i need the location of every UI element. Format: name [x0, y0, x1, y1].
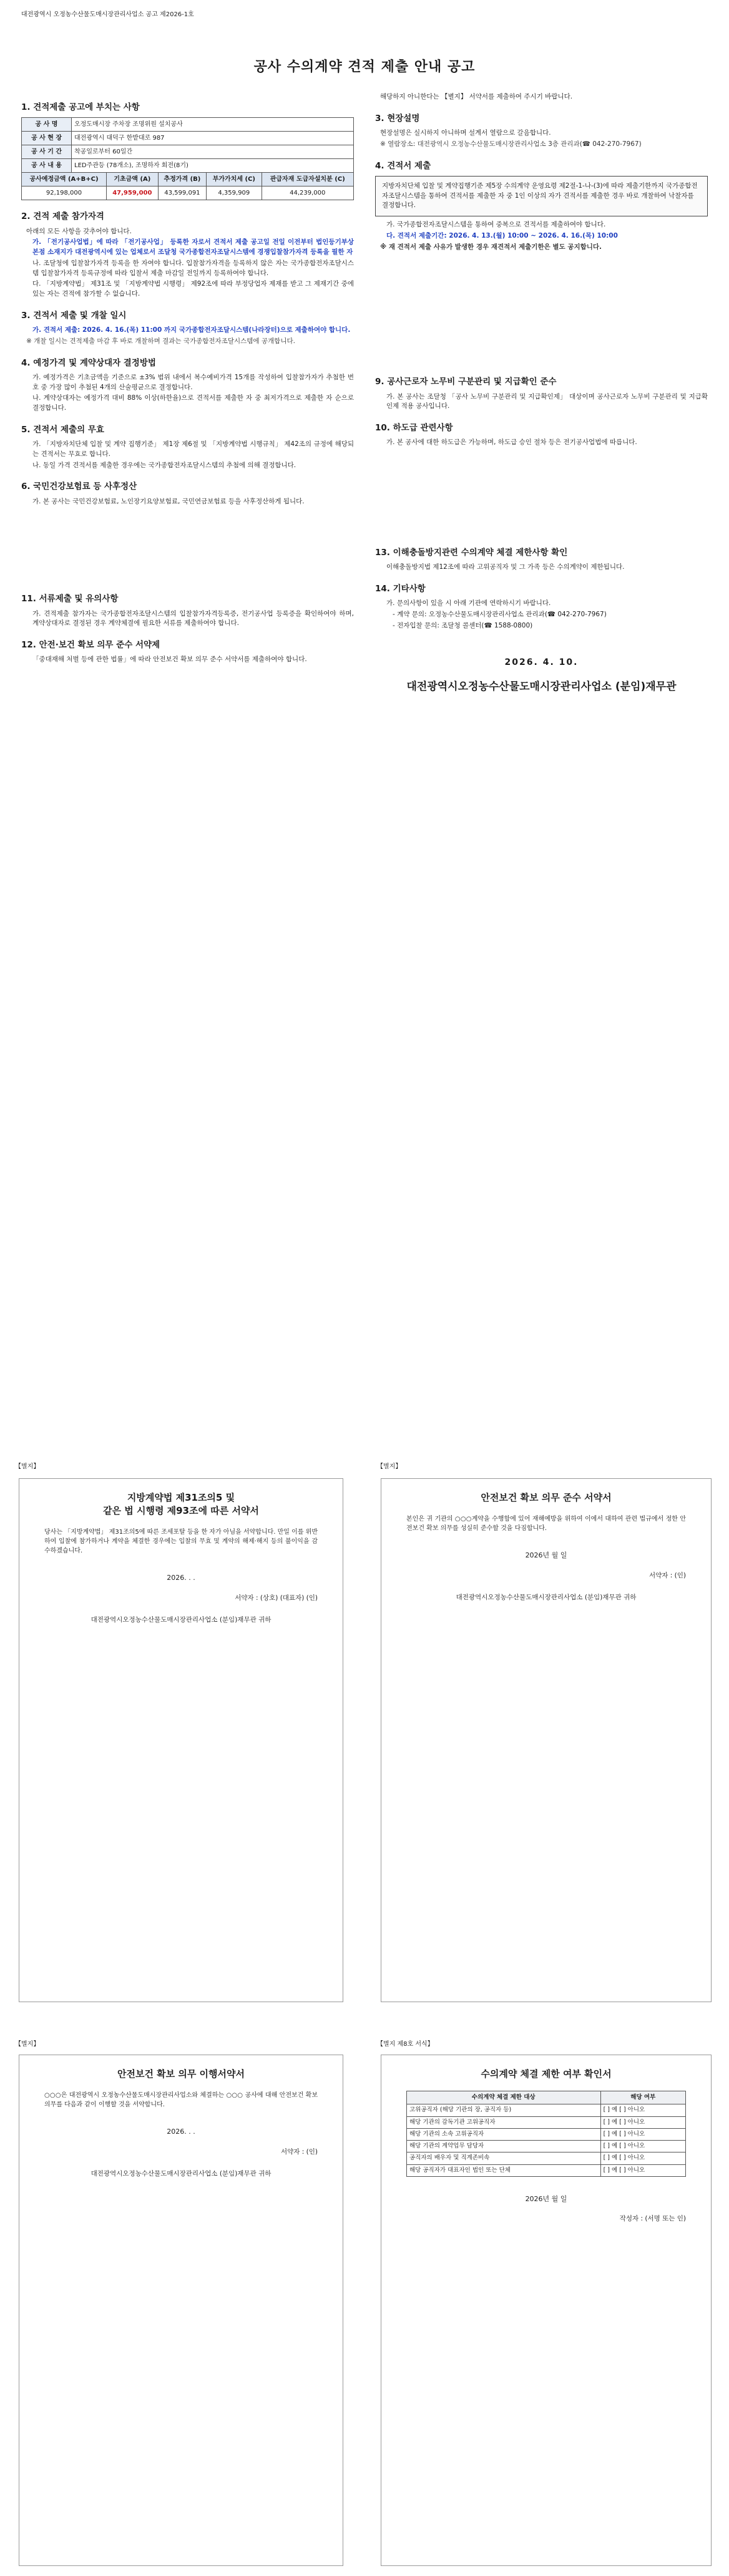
form-tag: 【별지】 [15, 1463, 40, 1470]
form-addressee: 대전광역시오정농수산물도매시장관리사업소 (분임)재무관 귀하 [456, 1594, 637, 1602]
paragraph: 가. 견적제출 참가자는 국가종합전자조달시스템의 입찰참가자격등록증, 전기공사업 등록증을 확인하여야 하며, 계약상대자로 결정된 경우 계약체결에 필요한 서류를 제출하여야 합니다. [32, 609, 354, 627]
checkbox-cell[interactable]: [ ] 예 [ ] 아니오 [600, 2116, 685, 2128]
form-signer: 서약자 : (상호) (대표자) (인) [235, 1594, 318, 1602]
paragraph: 현장설명은 실시하지 아니하며 설계서 열람으로 갈음합니다. [380, 129, 551, 137]
checkbox-cell[interactable]: [ ] 예 [ ] 아니오 [600, 2104, 685, 2116]
table-row [407, 2104, 686, 2116]
column-header: 공사예정금액 (A+B+C) [22, 173, 107, 186]
note: ※ 재 견적서 제출 사유가 발생한 경우 재견적서 제출기한은 별도 공지합니다. [380, 243, 602, 251]
table-row [407, 2141, 686, 2152]
section-12-heading: 12. 안전·보건 확보 의무 준수 서약제 [21, 640, 160, 650]
form-title: 안전보건 확보 의무 준수 서약서 [481, 1492, 612, 1503]
label: 공 사 기 간 [22, 145, 72, 159]
column-header: 추정가격 (B) [158, 173, 207, 186]
cell: 해당 기관의 감독기관 고위공직자 [407, 2116, 601, 2128]
paragraph: 이해충돌방지법 제12조에 따라 고위공직자 및 그 가족 등은 수의계약이 제한됩니다. [386, 563, 625, 571]
form-body: 당사는 「지방계약법」 제31조의5에 따른 조세포탈 등을 한 자가 아님을 서약합니다. 만일 이를 위반하여 입찰에 참가하거나 계약을 체결한 경우에는 입찰의 무효 및 계약의 해제·해지 등의 불이익을 감수하겠습니다. [44, 1529, 318, 1554]
table-header-row [407, 2091, 686, 2104]
section-1-heading: 1. 견적제출 공고에 부치는 사항 [21, 102, 140, 112]
cell: 해당 기관의 계약업무 담당자 [407, 2141, 601, 2152]
restriction-check-table [406, 2091, 686, 2177]
paragraph: 해당하지 아니한다는 【별지】 서약서를 제출하여 주시기 바랍니다. [380, 93, 573, 100]
value: 착공일로부터 60일간 [72, 145, 354, 159]
section-3-heading: 3. 견적서 제출 및 개찰 일시 [21, 310, 127, 321]
cell: 해당 기관의 소속 고위공직자 [407, 2128, 601, 2140]
note: ※ 개찰 일시는 견적제출 마감 후 바로 개찰하며 결과는 국가종합전자조달시스템에 공개합니다. [26, 337, 295, 345]
paragraph: 가. 본 공사는 조달청 「공사 노무비 구분관리 및 지급확인제」 대상이며 공사근로자 노무비 구분관리 및 지급확인제 적용 공사입니다. [386, 392, 708, 410]
project-info-table [21, 117, 354, 173]
column-header: 부가가치세 (C) [207, 173, 262, 186]
note: ※ 열람장소: 대전광역시 오정농수산물도매시장관리사업소 3층 관리과(☎ 042-270-7967) [380, 140, 642, 148]
paragraph: 나. 조달청에 입찰참가자격 등록을 한 자여야 합니다. 입찰참가자격을 등록하지 않은 자는 국가종합전자조달시스템 입찰참가자격 등록규정에 따라 입찰서 제출 마감일 전일까지 등록하여야 합니다. [32, 259, 354, 277]
section-site-heading: 3. 현장설명 [375, 113, 420, 123]
paragraph: 가. 견적서 제출: 2026. 4. 16.(목) 11:00 까지 국가종합전자조달시스템(나라장터)으로 제출하여야 합니다. [32, 326, 351, 334]
cost-table [21, 172, 354, 200]
checkbox-cell[interactable]: [ ] 예 [ ] 아니오 [600, 2164, 685, 2176]
value: 오정도매시장 주차장 조명위원 설치공사 [72, 118, 354, 132]
checkbox-cell[interactable]: [ ] 예 [ ] 아니오 [600, 2128, 685, 2140]
paragraph: 가. 본 공사에 대한 하도급은 가능하며, 하도급 승인 절차 등은 전기공사업법에 따릅니다. [386, 438, 637, 447]
cell: 92,198,000 [22, 186, 107, 200]
pledge-form-safety [381, 1478, 712, 2002]
cell: 4,359,909 [207, 186, 262, 200]
table-row [22, 118, 354, 132]
column-header: 관급자재 도급자설치분 (C) [262, 173, 354, 186]
box-text: 지방자치단체 입찰 및 계약집행기준 제5장 수의계약 운영요령 제2절-1-나-(3)에 따라 제출기한까지 국가종합전자조달시스템을 통하여 견적서를 제출한 자 중 1인 이상의 자가 견적서를 제출한 경우 바로 개찰하여 낙찰자를 결정합니다. [382, 182, 698, 210]
form-title: 지방계약법 제31조의5 및 같은 법 시행령 제93조에 따른 서약서 [103, 1492, 259, 1516]
paragraph: 가. 「지방자치단체 입찰 및 계약 집행기준」 제1장 제6절 및 「지방계약법 시행규칙」 제42조의 규정에 해당되는 견적서는 무효로 합니다. [32, 440, 354, 458]
section-2-heading: 2. 견적 제출 참가자격 [21, 211, 104, 222]
column-header: 해당 여부 [600, 2091, 685, 2104]
section-6-heading: 6. 국민건강보험료 등 사후정산 [21, 482, 137, 492]
table-row [407, 2152, 686, 2164]
form-date: 2026년 월 일 [525, 2194, 567, 2203]
paragraph: 가. 예정가격은 기초금액을 기준으로 ±3% 범위 내에서 복수예비가격 15개를 작성하여 입찰참가자가 추첨한 번호 중 가장 많이 추첨된 4개의 산술평균으로 결정합니다. [32, 373, 354, 391]
table-row [22, 132, 354, 145]
form-tag: 【별지 제8호 서식】 [377, 2041, 434, 2048]
section-5-heading: 5. 견적서 제출의 무효 [21, 424, 104, 435]
label: 공 사 명 [22, 118, 72, 132]
paragraph: 가. 국가종합전자조달시스템을 통하여 중복으로 견적서를 제출하여야 합니다. [386, 221, 606, 228]
paragraph: 「중대재해 처벌 등에 관한 법률」에 따라 안전보건 확보 의무 준수 서약서를 제출하여야 합니다. [32, 656, 307, 664]
cell: 47,959,000 [107, 186, 159, 200]
cell: 해당 공직자가 대표자인 법인 또는 단체 [407, 2164, 601, 2176]
paragraph: 다. 「지방계약법」 제31조 및 「지방계약법 시행령」 제92조에 따라 부정당업자 제재를 받고 그 제재기간 중에 있는 자는 견적에 참가할 수 없습니다. [32, 280, 354, 298]
form-addressee: 대전광역시오정농수산물도매시장관리사업소 (분임)재무관 귀하 [91, 1616, 272, 1624]
form-addressee: 대전광역시오정농수산물도매시장관리사업소 (분임)재무관 귀하 [91, 2170, 272, 2178]
forms-sheet-1 [0, 1453, 729, 2015]
paragraph: 가. 문의사항이 있을 시 아래 기관에 연락하시기 바랍니다. [386, 599, 551, 608]
form-body: 본인은 귀 기관의 ○○○계약을 수행함에 있어 재해예방을 위하여 이에서 대하여 관련 법규에서 정한 안전보건 확보 의무를 성실히 준수할 것을 다짐합니다. [406, 1516, 686, 1532]
cell: 44,239,000 [262, 186, 354, 200]
cell: 고위공직자 (해당 기관의 장, 공직자 등) [407, 2104, 601, 2116]
table-row [407, 2164, 686, 2176]
form-signer: 서약자 : (인) [649, 1571, 686, 1579]
form-tag: 【별지】 [377, 1463, 402, 1470]
paragraph: 가. 「전기공사업법」에 따라 「전기공사업」 등록한 자로서 견적서 제출 공고일 전일 이전부터 법인등기부상 본점 소재지가 대전광역시에 있는 업체로서 조달청 국가종합전자조달시스템에 경쟁입찰참가자격 등록을 필한 자 [32, 238, 354, 256]
paragraph: 아래의 모든 사항을 갖추어야 합니다. [26, 227, 132, 235]
value: 대전광역시 대덕구 한밭대로 987 [72, 132, 354, 145]
forms-sheet-2 [0, 2033, 729, 2576]
paragraph: 다. 견적서 제출기간: 2026. 4. 13.(월) 10:00 ~ 2026. 4. 16.(목) 10:00 [386, 231, 618, 240]
checkbox-cell[interactable]: [ ] 예 [ ] 아니오 [600, 2141, 685, 2152]
value: LED주관등 (78개소), 조명하자 회전(8기) [72, 159, 354, 173]
section-submit-heading: 4. 견적서 제출 [375, 160, 431, 171]
section-14-heading: 14. 기타사항 [375, 584, 426, 594]
form-date: 2026. . . [167, 1574, 195, 1582]
section-4-heading: 4. 예정가격 및 계약상대자 결정방법 [21, 357, 156, 368]
form-signer: 서약자 : (인) [281, 2147, 318, 2156]
paragraph: 나. 계약상대자는 예정가격 대비 88% 이상(하한율)으로 견적서를 제출한 자 중 최저가격으로 제출한 자 순으로 결정합니다. [32, 394, 354, 412]
table-row [22, 159, 354, 173]
closing-date: 2026. 4. 10. [504, 657, 579, 667]
form-signer: 작성자 : (서명 또는 인) [619, 2215, 686, 2223]
cell: 공직자의 배우자 및 직계존비속 [407, 2152, 601, 2164]
form-date: 2026년 월 일 [525, 1551, 567, 1559]
section-10-heading: 10. 하도급 관련사항 [375, 423, 453, 433]
table-row [22, 145, 354, 159]
form-body: ○○○은 대전광역시 오정농수산물도매시장관리사업소와 체결하는 ○○○ 공사에 대해 안전보건 확보 의무를 다음과 같이 이행할 것을 서약합니다. [44, 2092, 318, 2108]
closing-organization: 대전광역시오정농수산물도매시장관리사업소 (분임)재무관 [406, 680, 677, 693]
column-header: 기초금액 (A) [107, 173, 159, 186]
notice-box [375, 176, 708, 216]
right-column [375, 91, 708, 695]
section-13-heading: 13. 이해충돌방지관련 수의계약 체결 제한사항 확인 [375, 548, 568, 558]
column-header: 수의계약 체결 제한 대상 [407, 2091, 601, 2104]
document-number: 대전광역시 오정농수산물도매시장관리사업소 공고 제2026-1호 [21, 11, 194, 18]
form-title: 수의계약 체결 제한 여부 확인서 [481, 2068, 612, 2080]
restriction-check-form [381, 2055, 712, 2566]
pledge-form-safety-implementation [19, 2055, 343, 2566]
form-tag: 【별지】 [15, 2041, 40, 2048]
pledge-form-contract-law [19, 1478, 343, 2002]
left-column [21, 91, 354, 695]
label: 공 사 현 장 [22, 132, 72, 145]
paragraph: 가. 본 공사는 국민건강보험료, 노인장기요양보험료, 국민연금보험료 등을 사후정산하게 됩니다. [32, 497, 305, 505]
paragraph: - 계약 문의: 오정농수산물도매시장관리사업소 관리과(☎ 042-270-7967) [393, 611, 607, 618]
cell: 43,599,091 [158, 186, 207, 200]
table-row [22, 186, 354, 200]
form-title: 안전보건 확보 의무 이행서약서 [117, 2068, 245, 2080]
paragraph: 나. 동일 가격 견적서를 제출한 경우에는 국가종합전자조달시스템의 추첨에 의해 결정합니다. [32, 461, 296, 469]
table-row [407, 2128, 686, 2140]
label: 공 사 내 용 [22, 159, 72, 173]
document-title: 공사 수의계약 견적 제출 안내 공고 [253, 59, 476, 75]
paragraph: - 전자입찰 문의: 조달청 콜센터(☎ 1588-0800) [393, 621, 533, 629]
table-row [407, 2116, 686, 2128]
table-header-row [22, 173, 354, 186]
section-9-heading: 9. 공사근로자 노무비 구분관리 및 지급확인 준수 [375, 377, 557, 387]
form-date: 2026. . . [167, 2128, 195, 2136]
checkbox-cell[interactable]: [ ] 예 [ ] 아니오 [600, 2152, 685, 2164]
section-11-heading: 11. 서류제출 및 유의사항 [21, 594, 119, 604]
